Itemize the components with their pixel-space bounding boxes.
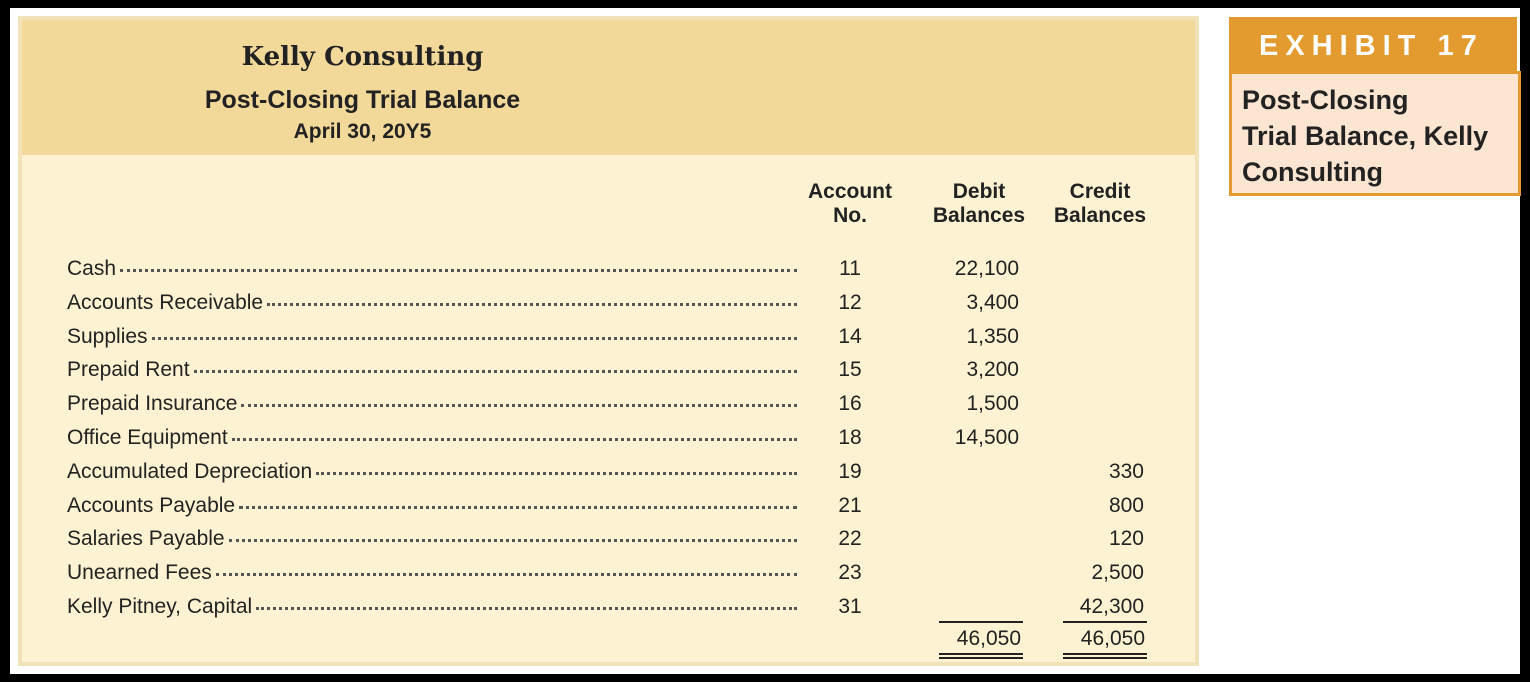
table-row (22, 291, 1195, 325)
exhibit-caption: Post-Closing Trial Balance, Kelly Consulting (1229, 71, 1521, 196)
total-debit: 46,050 (956, 627, 1021, 650)
account-number: 31 (838, 595, 862, 618)
account-name-cell (67, 426, 797, 450)
dot-leader (194, 370, 797, 373)
account-name: Prepaid Rent (67, 358, 190, 381)
credit-balance: 2,500 (1091, 561, 1144, 584)
dot-leader (239, 506, 797, 509)
totals-row (22, 627, 1195, 661)
table-row (22, 358, 1195, 392)
account-name-cell (67, 561, 797, 585)
credit-total-double-rule-1 (1063, 653, 1147, 655)
column-header-account-no: Account No. (808, 180, 892, 227)
account-name-cell (67, 325, 797, 349)
debit-balance: 14,500 (954, 426, 1019, 449)
account-name: Salaries Payable (67, 527, 225, 550)
exhibit-label: EXHIBIT 17 (1229, 17, 1517, 75)
credit-balance: 120 (1108, 527, 1144, 550)
table-row (22, 561, 1195, 595)
account-name: Accounts Receivable (67, 291, 264, 314)
account-name: Supplies (67, 325, 148, 348)
account-name-cell (67, 460, 797, 484)
credit-balance: 800 (1108, 494, 1144, 517)
statement-date: April 30, 20Y5 (293, 120, 432, 143)
dot-leader (267, 303, 797, 306)
debit-balance: 1,500 (966, 392, 1019, 415)
credit-total-double-rule-2 (1063, 657, 1147, 659)
debit-balance: 3,400 (966, 291, 1019, 314)
account-name-cell (67, 358, 797, 382)
table-row (22, 460, 1195, 494)
credit-balance: 330 (1108, 460, 1144, 483)
account-number: 15 (838, 358, 862, 381)
dot-leader (241, 404, 797, 407)
dot-leader (232, 438, 797, 441)
account-name: Accounts Payable (67, 494, 236, 517)
table-row (22, 257, 1195, 291)
account-name-cell (67, 595, 797, 619)
dot-leader (316, 472, 797, 475)
dot-leader (216, 573, 797, 576)
account-name-cell (67, 291, 797, 315)
credit-balance: 42,300 (1079, 595, 1144, 618)
column-header-credit: Credit Balances (1053, 180, 1147, 227)
account-name: Office Equipment (67, 426, 228, 449)
account-name-cell (67, 527, 797, 551)
dot-leader (152, 337, 797, 340)
account-number: 12 (838, 291, 862, 314)
dot-leader (120, 269, 797, 272)
account-name-cell (67, 257, 797, 281)
account-name: Unearned Fees (67, 561, 212, 584)
dot-leader (256, 607, 797, 610)
company-name: Kelly Consulting (241, 42, 484, 72)
account-number: 21 (838, 494, 862, 517)
table-row (22, 595, 1195, 629)
table-row (22, 527, 1195, 561)
account-name: Prepaid Insurance (67, 392, 238, 415)
debit-balance: 1,350 (966, 325, 1019, 348)
account-name: Kelly Pitney, Capital (67, 595, 253, 618)
total-credit: 46,050 (1080, 627, 1145, 650)
account-name-cell (67, 494, 797, 518)
account-name: Accumulated Depreciation (67, 460, 313, 483)
account-number: 16 (838, 392, 862, 415)
table-row (22, 325, 1195, 359)
table-row (22, 392, 1195, 426)
table-row (22, 426, 1195, 460)
debit-total-double-rule-2 (939, 657, 1023, 659)
trial-balance-panel (18, 16, 1199, 666)
page (10, 8, 1520, 674)
table-row (22, 494, 1195, 528)
account-number: 19 (838, 460, 862, 483)
debit-balance: 22,100 (954, 257, 1019, 280)
account-name-cell (67, 392, 797, 416)
debit-balance: 3,200 (966, 358, 1019, 381)
account-name: Cash (67, 257, 117, 280)
account-number: 22 (838, 527, 862, 550)
dot-leader (229, 539, 797, 542)
account-number: 14 (838, 325, 862, 348)
debit-subtotal-rule (939, 621, 1023, 623)
column-header-debit: Debit Balances (932, 180, 1026, 227)
credit-subtotal-rule (1063, 621, 1147, 623)
account-number: 23 (838, 561, 862, 584)
account-number: 11 (839, 257, 861, 280)
debit-total-double-rule-1 (939, 653, 1023, 655)
account-number: 18 (838, 426, 862, 449)
statement-title: Post-Closing Trial Balance (204, 86, 521, 114)
